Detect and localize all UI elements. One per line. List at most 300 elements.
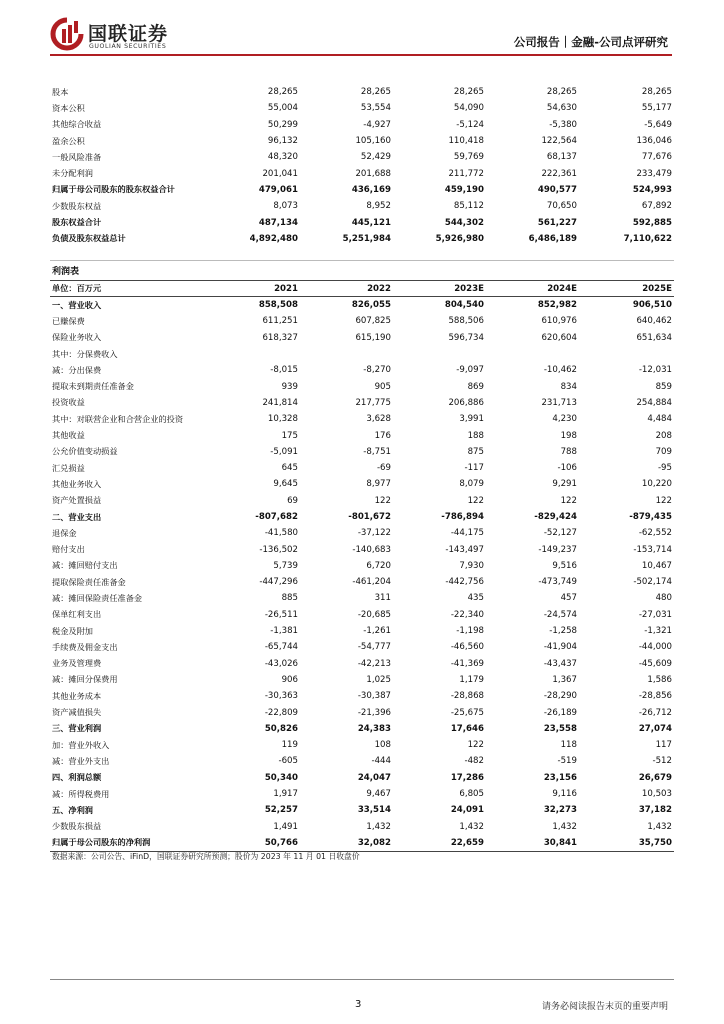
value-cell: 122,564 <box>541 136 577 147</box>
table-row <box>50 346 674 362</box>
value-cell: 201,041 <box>262 168 298 179</box>
value-cell: -30,363 <box>264 691 298 702</box>
value-cell: 459,190 <box>444 184 484 195</box>
row-label: 其他业务成本 <box>52 690 102 701</box>
row-label: 减：所得税费用 <box>52 788 110 799</box>
value-cell: 5,926,980 <box>435 233 484 244</box>
row-label: 已赚保费 <box>52 315 85 326</box>
row-label: 减：分出保费 <box>52 364 102 375</box>
value-cell: 709 <box>655 446 672 457</box>
row-label: 其他综合收益 <box>52 119 102 130</box>
value-cell: 852,982 <box>537 300 577 311</box>
row-label: 其中：对联营企业和合营企业的投资 <box>52 413 184 424</box>
value-cell: -8,270 <box>363 365 391 376</box>
value-cell: 211,772 <box>448 168 484 179</box>
value-cell: 3,628 <box>366 414 391 425</box>
value-cell: 105,160 <box>355 136 391 147</box>
table-row <box>50 117 674 133</box>
value-cell: 54,630 <box>546 103 577 114</box>
value-cell: 885 <box>281 593 298 604</box>
value-cell: -65,744 <box>264 642 298 653</box>
value-cell: -143,497 <box>445 544 484 555</box>
value-cell: 618,327 <box>262 332 298 343</box>
footer-divider <box>50 979 674 980</box>
table-row <box>50 574 674 590</box>
value-cell: 906,510 <box>632 300 672 311</box>
value-cell: 479,061 <box>258 184 298 195</box>
value-cell: 175 <box>281 430 298 441</box>
value-cell: -25,675 <box>450 707 484 718</box>
value-cell: -95 <box>657 463 672 474</box>
value-cell: -444 <box>371 756 391 767</box>
value-cell: -8,015 <box>270 365 298 376</box>
row-label: 汇兑损益 <box>52 462 85 473</box>
value-cell: 3,991 <box>459 414 484 425</box>
table-row <box>50 133 674 149</box>
table-row <box>50 214 674 230</box>
value-cell: 905 <box>374 381 391 392</box>
value-cell: 32,273 <box>543 805 577 816</box>
value-cell: 54,090 <box>453 103 484 114</box>
row-label: 股本 <box>52 86 69 97</box>
value-cell: 27,074 <box>638 723 672 734</box>
value-cell: 208 <box>655 430 672 441</box>
logo-english-name: GUOLIAN SECURITIES <box>89 43 167 50</box>
value-cell: 1,025 <box>366 674 391 685</box>
table-row <box>50 835 674 852</box>
page-number: 3 <box>355 999 362 1010</box>
table-row <box>50 198 674 214</box>
table-row <box>50 819 674 835</box>
row-label: 归属于母公司股东的股东权益合计 <box>52 184 175 195</box>
table-row <box>50 313 674 329</box>
value-cell: 8,952 <box>366 201 391 212</box>
value-cell: -30,387 <box>357 691 391 702</box>
row-label: 一、营业收入 <box>52 299 102 310</box>
table-row <box>50 182 674 198</box>
value-cell: 23,558 <box>543 723 577 734</box>
data-source-note: 数据来源：公司公告、iFinD，国联证券研究所预测；股价为 2023 年 11 月 01 日收盘价 <box>52 852 360 861</box>
value-cell: 1,432 <box>459 821 484 832</box>
table-row <box>50 84 674 100</box>
value-cell: 524,993 <box>632 184 672 195</box>
value-cell: -41,369 <box>450 658 484 669</box>
row-label: 手续费及佣金支出 <box>52 641 118 652</box>
value-cell: 24,047 <box>357 772 391 783</box>
table-row <box>50 362 674 378</box>
table-row <box>50 721 674 737</box>
table-row <box>50 100 674 116</box>
table-row <box>50 753 674 769</box>
row-label: 二、营业支出 <box>52 511 102 522</box>
value-cell: 217,775 <box>355 397 391 408</box>
value-cell: -5,380 <box>549 119 577 130</box>
value-cell: 52,429 <box>360 152 391 163</box>
logo-mark-icon <box>50 17 84 51</box>
row-label: 少数股东损益 <box>52 821 102 832</box>
value-cell: 108 <box>374 740 391 751</box>
row-label: 退保金 <box>52 527 77 538</box>
value-cell: 1,917 <box>273 789 298 800</box>
value-cell: -44,000 <box>638 642 672 653</box>
value-cell: 6,720 <box>366 560 391 571</box>
table-row <box>50 558 674 574</box>
value-cell: -26,189 <box>543 707 577 718</box>
table-row <box>50 656 674 672</box>
value-cell: 311 <box>374 593 391 604</box>
table-row <box>50 378 674 394</box>
row-label: 提取未到期责任准备金 <box>52 381 134 392</box>
value-cell: -54,777 <box>357 642 391 653</box>
value-cell: 457 <box>560 593 577 604</box>
value-cell: -9,097 <box>456 365 484 376</box>
value-cell: 68,137 <box>546 152 577 163</box>
table-row <box>50 607 674 623</box>
value-cell: 834 <box>560 381 577 392</box>
value-cell: 826,055 <box>351 300 391 311</box>
income-statement-title: 利润表 <box>52 267 80 277</box>
value-cell: -106 <box>557 463 577 474</box>
unit-label: 单位：百万元 <box>50 281 208 297</box>
value-cell: 561,227 <box>537 217 577 228</box>
value-cell: -41,904 <box>543 642 577 653</box>
table-row <box>50 493 674 509</box>
year-header: 2021 <box>208 281 300 297</box>
row-label: 税金及附加 <box>52 625 93 636</box>
value-cell: 23,156 <box>543 772 577 783</box>
value-cell: 490,577 <box>537 184 577 195</box>
row-label: 保单红利支出 <box>52 609 102 620</box>
row-label: 减：摊回赔付支出 <box>52 560 118 571</box>
table-row <box>50 427 674 443</box>
value-cell: 5,251,984 <box>342 233 391 244</box>
value-cell: 28,265 <box>360 87 391 98</box>
value-cell: 17,286 <box>450 772 484 783</box>
value-cell: 50,299 <box>267 119 298 130</box>
value-cell: 804,540 <box>444 300 484 311</box>
row-label: 归属于母公司股东的净利润 <box>50 835 208 852</box>
value-cell: 26,679 <box>638 772 672 783</box>
value-cell: 67,892 <box>641 201 672 212</box>
row-label: 加：营业外收入 <box>52 739 110 750</box>
value-cell: -149,237 <box>538 544 577 555</box>
value-cell: -28,868 <box>450 691 484 702</box>
value-cell: -5,649 <box>644 119 672 130</box>
value-cell: -5,124 <box>456 119 484 130</box>
row-label: 五、净利润 <box>52 804 93 815</box>
value-cell: 858,508 <box>258 300 298 311</box>
value-cell: -1,198 <box>456 626 484 637</box>
value-cell: 592,885 <box>632 217 672 228</box>
value-cell: 8,079 <box>459 479 484 490</box>
value-cell: 1,432 <box>366 821 391 832</box>
value-cell: 48,320 <box>267 152 298 163</box>
value-cell: 1,367 <box>552 674 577 685</box>
value-cell <box>208 346 300 362</box>
section-divider <box>50 260 674 261</box>
value-cell: 788 <box>560 446 577 457</box>
value-cell: -807,682 <box>255 512 298 522</box>
value-cell: 231,713 <box>541 397 577 408</box>
row-label: 减：摊回保险责任准备金 <box>52 592 143 603</box>
value-cell: -153,714 <box>633 544 672 555</box>
row-label: 赔付支出 <box>52 544 85 555</box>
table-row <box>50 737 674 753</box>
value-cell: 10,328 <box>267 414 298 425</box>
value-cell: 85,112 <box>453 201 484 212</box>
value-cell: 188 <box>467 430 484 441</box>
value-cell: -879,435 <box>629 512 672 522</box>
table-row <box>50 672 674 688</box>
table-row <box>50 165 674 181</box>
row-label: 盈余公积 <box>52 135 85 146</box>
value-cell: -605 <box>278 756 298 767</box>
value-cell: -37,122 <box>357 528 391 539</box>
value-cell: -44,175 <box>450 528 484 539</box>
value-cell: -10,462 <box>543 365 577 376</box>
table-header-row <box>50 281 674 297</box>
table-row <box>50 688 674 704</box>
value-cell: -801,672 <box>348 512 391 522</box>
year-header: 2024E <box>486 281 579 297</box>
value-cell <box>300 346 393 362</box>
value-cell: 10,503 <box>641 789 672 800</box>
value-cell: 30,841 <box>486 835 579 852</box>
value-cell: -42,213 <box>357 658 391 669</box>
table-row <box>50 704 674 720</box>
row-label: 减：营业外支出 <box>52 755 110 766</box>
value-cell: -4,927 <box>363 119 391 130</box>
row-label: 一般风险准备 <box>52 151 102 162</box>
value-cell: 4,484 <box>647 414 672 425</box>
value-cell: 28,265 <box>641 87 672 98</box>
value-cell <box>393 346 486 362</box>
value-cell: 1,586 <box>647 674 672 685</box>
row-label: 未分配利润 <box>52 168 93 179</box>
value-cell: -52,127 <box>543 528 577 539</box>
table-row <box>50 330 674 346</box>
value-cell: 117 <box>655 740 672 751</box>
row-label: 其他业务收入 <box>52 478 102 489</box>
value-cell: 22,659 <box>393 835 486 852</box>
value-cell: 869 <box>467 381 484 392</box>
value-cell: 110,418 <box>448 136 484 147</box>
value-cell: -5,091 <box>270 446 298 457</box>
value-cell: 607,825 <box>355 316 391 327</box>
value-cell: 233,479 <box>636 168 672 179</box>
value-cell: 206,886 <box>448 397 484 408</box>
value-cell: 6,486,189 <box>528 233 577 244</box>
value-cell: -22,340 <box>450 609 484 620</box>
value-cell: 596,734 <box>448 332 484 343</box>
footer-disclaimer: 请务必阅读报告末页的重要声明 <box>541 1002 668 1012</box>
value-cell: 122 <box>560 495 577 506</box>
value-cell: 254,884 <box>636 397 672 408</box>
table-row <box>50 509 674 525</box>
value-cell: -28,290 <box>543 691 577 702</box>
value-cell: 122 <box>467 495 484 506</box>
value-cell: 122 <box>655 495 672 506</box>
value-cell: 55,177 <box>641 103 672 114</box>
value-cell: -140,683 <box>352 544 391 555</box>
value-cell: 69 <box>287 495 298 506</box>
value-cell: -8,751 <box>363 446 391 457</box>
table-row <box>50 786 674 802</box>
value-cell: 4,892,480 <box>249 233 298 244</box>
table-row <box>50 411 674 427</box>
row-label: 资本公积 <box>52 102 85 113</box>
value-cell: -447,296 <box>259 577 298 588</box>
value-cell: 9,116 <box>552 789 577 800</box>
value-cell: 55,004 <box>267 103 298 114</box>
value-cell: 241,814 <box>262 397 298 408</box>
table-row <box>50 541 674 557</box>
value-cell: 6,805 <box>459 789 484 800</box>
value-cell: 9,516 <box>552 560 577 571</box>
value-cell: 906 <box>281 674 298 685</box>
row-label: 其他收益 <box>52 430 85 441</box>
value-cell: -1,261 <box>363 626 391 637</box>
value-cell: 8,977 <box>366 479 391 490</box>
value-cell: 611,251 <box>262 316 298 327</box>
row-label: 三、营业利润 <box>52 723 102 734</box>
row-label: 公允价值变动损益 <box>52 446 118 457</box>
row-label: 业务及管理费 <box>52 658 102 669</box>
value-cell: 222,361 <box>541 168 577 179</box>
value-cell: 4,230 <box>552 414 577 425</box>
value-cell: -22,809 <box>264 707 298 718</box>
logo-chinese-name: 国联证券 <box>88 23 169 45</box>
row-label: 资产处置损益 <box>52 495 102 506</box>
value-cell: 17,646 <box>450 723 484 734</box>
table-row <box>50 639 674 655</box>
value-cell: 620,604 <box>541 332 577 343</box>
table-row <box>50 770 674 786</box>
value-cell: -26,511 <box>264 609 298 620</box>
value-cell: -26,712 <box>638 707 672 718</box>
row-label: 少数股东权益 <box>52 200 102 211</box>
value-cell: -62,552 <box>638 528 672 539</box>
value-cell: 480 <box>655 593 672 604</box>
table-row <box>50 149 674 165</box>
value-cell: 7,930 <box>459 560 484 571</box>
value-cell: 24,091 <box>450 805 484 816</box>
row-label: 负债及股东权益总计 <box>52 233 126 244</box>
value-cell: 136,046 <box>636 136 672 147</box>
value-cell: 50,766 <box>208 835 300 852</box>
value-cell: -21,396 <box>357 707 391 718</box>
value-cell: 96,132 <box>267 136 298 147</box>
value-cell <box>579 346 674 362</box>
year-header: 2025E <box>579 281 674 297</box>
value-cell: 122 <box>374 495 391 506</box>
value-cell: 53,554 <box>360 103 391 114</box>
value-cell: 32,082 <box>300 835 393 852</box>
value-cell: 28,265 <box>453 87 484 98</box>
table-row <box>50 231 674 247</box>
value-cell: -117 <box>464 463 484 474</box>
value-cell: 5,739 <box>273 560 298 571</box>
value-cell: -46,560 <box>450 642 484 653</box>
value-cell: -41,580 <box>264 528 298 539</box>
value-cell: 119 <box>281 740 298 751</box>
value-cell: 1,432 <box>552 821 577 832</box>
year-header: 2023E <box>393 281 486 297</box>
value-cell: 487,134 <box>258 217 298 228</box>
value-cell: 118 <box>560 740 577 751</box>
value-cell: 645 <box>281 463 298 474</box>
table-row <box>50 444 674 460</box>
value-cell <box>486 346 579 362</box>
value-cell: 10,220 <box>641 479 672 490</box>
value-cell: 37,182 <box>638 805 672 816</box>
value-cell: -482 <box>464 756 484 767</box>
value-cell: 28,265 <box>546 87 577 98</box>
value-cell: 10,467 <box>641 560 672 571</box>
value-cell: 588,506 <box>448 316 484 327</box>
value-cell: 435 <box>467 593 484 604</box>
row-label: 减：摊回分保费用 <box>52 674 118 685</box>
balance-sheet-table <box>50 84 674 247</box>
table-row <box>50 460 674 476</box>
value-cell: 544,302 <box>444 217 484 228</box>
value-cell: -45,609 <box>638 658 672 669</box>
value-cell: -1,258 <box>549 626 577 637</box>
value-cell: -12,031 <box>638 365 672 376</box>
value-cell: -829,424 <box>534 512 577 522</box>
value-cell: 77,676 <box>641 152 672 163</box>
value-cell: 33,514 <box>357 805 391 816</box>
value-cell: 859 <box>655 381 672 392</box>
value-cell: 875 <box>467 446 484 457</box>
value-cell: -24,574 <box>543 609 577 620</box>
value-cell: -442,756 <box>445 577 484 588</box>
value-cell: -69 <box>376 463 391 474</box>
value-cell: 24,383 <box>357 723 391 734</box>
value-cell: -43,026 <box>264 658 298 669</box>
table-row <box>50 395 674 411</box>
page-header <box>0 0 724 62</box>
value-cell: 445,121 <box>351 217 391 228</box>
value-cell: -43,437 <box>543 658 577 669</box>
value-cell: 7,110,622 <box>623 233 672 244</box>
table-row <box>50 802 674 818</box>
value-cell: 436,169 <box>351 184 391 195</box>
header-divider <box>50 54 672 56</box>
value-cell: -20,685 <box>357 609 391 620</box>
value-cell: 176 <box>374 430 391 441</box>
value-cell: 52,257 <box>264 805 298 816</box>
value-cell: -28,856 <box>638 691 672 702</box>
value-cell: -27,031 <box>638 609 672 620</box>
value-cell: 1,432 <box>647 821 672 832</box>
value-cell: 1,491 <box>273 821 298 832</box>
value-cell: -473,749 <box>538 577 577 588</box>
value-cell: -1,381 <box>270 626 298 637</box>
row-label: 保险业务收入 <box>52 332 102 343</box>
table-row <box>50 623 674 639</box>
value-cell: 198 <box>560 430 577 441</box>
table-row <box>50 476 674 492</box>
row-label: 投资收益 <box>52 397 85 408</box>
value-cell: 59,769 <box>453 152 484 163</box>
value-cell: 615,190 <box>355 332 391 343</box>
row-label: 其中：分保费收入 <box>52 348 118 359</box>
table-row <box>50 525 674 541</box>
value-cell: 50,826 <box>264 723 298 734</box>
value-cell: 9,467 <box>366 789 391 800</box>
value-cell: 651,634 <box>636 332 672 343</box>
